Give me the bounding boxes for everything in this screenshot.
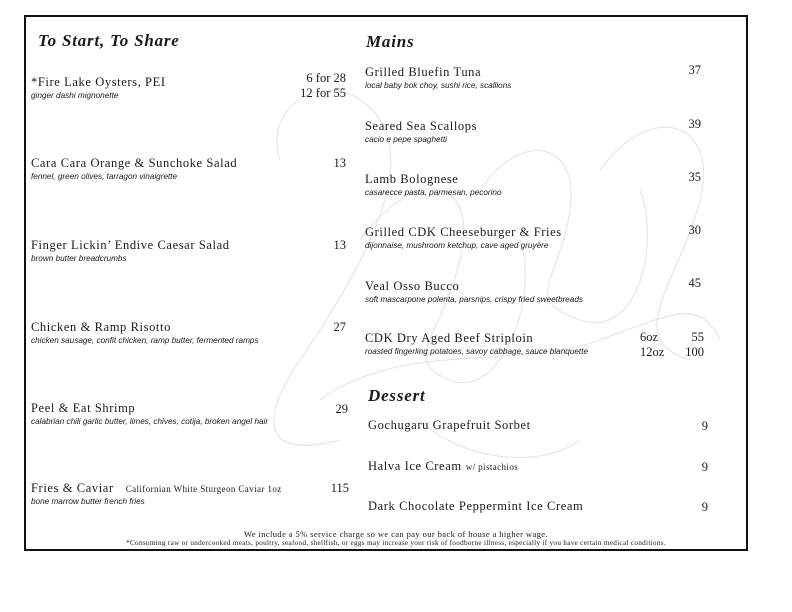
- item-price: 37: [688, 63, 701, 77]
- item-description: chicken sausage, confit chicken, ramp butter, fermented ramps: [31, 336, 259, 345]
- item-price: 9: [701, 500, 708, 514]
- item-description: dijonnaise, mushroom ketchup, cave aged gruyère: [365, 241, 549, 250]
- menu-item-scallops: [365, 119, 477, 144]
- item-name: Dark Chocolate Peppermint Ice Cream: [368, 499, 584, 513]
- item-description: bone marrow butter french fries: [31, 497, 145, 506]
- item-name: Grilled Bluefin Tuna: [365, 65, 482, 79]
- item-price: 6 for 28: [306, 71, 346, 85]
- item-description: brown butter breadcrumbs: [31, 254, 127, 263]
- menu-item-fries-caviar: [31, 481, 282, 506]
- item-price: 30: [688, 223, 701, 237]
- item-price: 13: [333, 238, 346, 252]
- item-description: calabrian chili garlic butter, limes, chives, cotija, broken angel hair: [31, 417, 269, 426]
- item-description: casarecce pasta, parmesan, pecorino: [365, 188, 502, 197]
- item-price: 39: [688, 117, 701, 131]
- item-name: Finger Lickin’ Endive Caesar Salad: [31, 238, 230, 252]
- item-price: 13: [333, 156, 346, 170]
- item-name: Grilled CDK Cheeseburger & Fries: [365, 225, 562, 239]
- item-name: CDK Dry Aged Beef Striploin: [365, 331, 534, 345]
- item-description: cacio e pepe spaghetti: [365, 135, 447, 144]
- item-price: 29: [335, 402, 348, 416]
- menu-item-sorbet: [368, 418, 531, 433]
- menu-item-shrimp: [31, 401, 268, 426]
- menu-item-oysters: [31, 75, 166, 100]
- item-name: Chicken & Ramp Risotto: [31, 320, 171, 334]
- menu-item-orange-salad: [31, 156, 237, 181]
- item-name: Peel & Eat Shrimp: [31, 401, 136, 415]
- item-name: Seared Sea Scallops: [365, 119, 478, 133]
- item-price: 9: [701, 419, 708, 433]
- consumption-warning: *Consuming raw or undercooked meats, poultry, seafood, shellfish, or eggs may increase your risk of foodborne illness, especially if you have certain medical conditions.: [126, 539, 666, 547]
- item-price: 115: [330, 481, 349, 495]
- item-price: 9: [701, 460, 708, 474]
- menu-item-caesar-salad: [31, 238, 230, 263]
- item-size: 12oz: [640, 345, 665, 359]
- item-price: 45: [688, 276, 701, 290]
- item-price: 27: [333, 320, 346, 334]
- section-heading-start: To Start, To Share: [38, 31, 180, 50]
- menu-item-osso-bucco: [365, 279, 583, 304]
- menu-item-chocolate-ice-cream: [368, 499, 583, 514]
- section-heading-dessert: Dessert: [368, 386, 426, 405]
- menu-item-tuna: [365, 65, 511, 90]
- item-name: Veal Osso Bucco: [365, 279, 460, 293]
- item-name: Cara Cara Orange & Sunchoke Salad: [31, 156, 238, 170]
- item-note: w/ pistachios: [465, 462, 519, 472]
- menu-item-striploin: [365, 331, 588, 356]
- menu-item-cheeseburger: [365, 225, 562, 250]
- item-description: roasted fingerling potatoes, savoy cabbage, sauce blanquette: [365, 347, 589, 356]
- item-name: *Fire Lake Oysters, PEI: [31, 75, 166, 89]
- item-name: Gochugaru Grapefruit Sorbet: [368, 418, 531, 432]
- item-price: 100: [685, 345, 704, 359]
- item-description: ginger dashi mignonette: [31, 91, 119, 100]
- menu-item-risotto: [31, 320, 259, 345]
- item-name: Halva Ice Cream: [368, 459, 462, 473]
- item-description: fennel, green olives, tarragon vinaigrette: [31, 172, 178, 181]
- item-price: 12 for 55: [300, 86, 346, 100]
- item-name: Fries & Caviar: [31, 481, 114, 495]
- menu-item-halva: [368, 459, 518, 474]
- service-charge-note: We include a 5% service charge so we can pay our back of house a higher wage.: [244, 529, 548, 539]
- item-description: soft mascarpone polenta, parsnips, crispy fried sweetbreads: [365, 295, 583, 304]
- item-description: local baby bok choy, sushi rice, scallions: [365, 81, 512, 90]
- item-size: 6oz: [640, 330, 659, 344]
- item-note: Californian White Sturgeon Caviar 1oz: [125, 484, 282, 494]
- section-heading-mains: Mains: [366, 32, 415, 51]
- item-price: 55: [691, 330, 704, 344]
- item-price: 35: [688, 170, 701, 184]
- menu-item-bolognese: [365, 172, 502, 197]
- item-name: Lamb Bolognese: [365, 172, 459, 186]
